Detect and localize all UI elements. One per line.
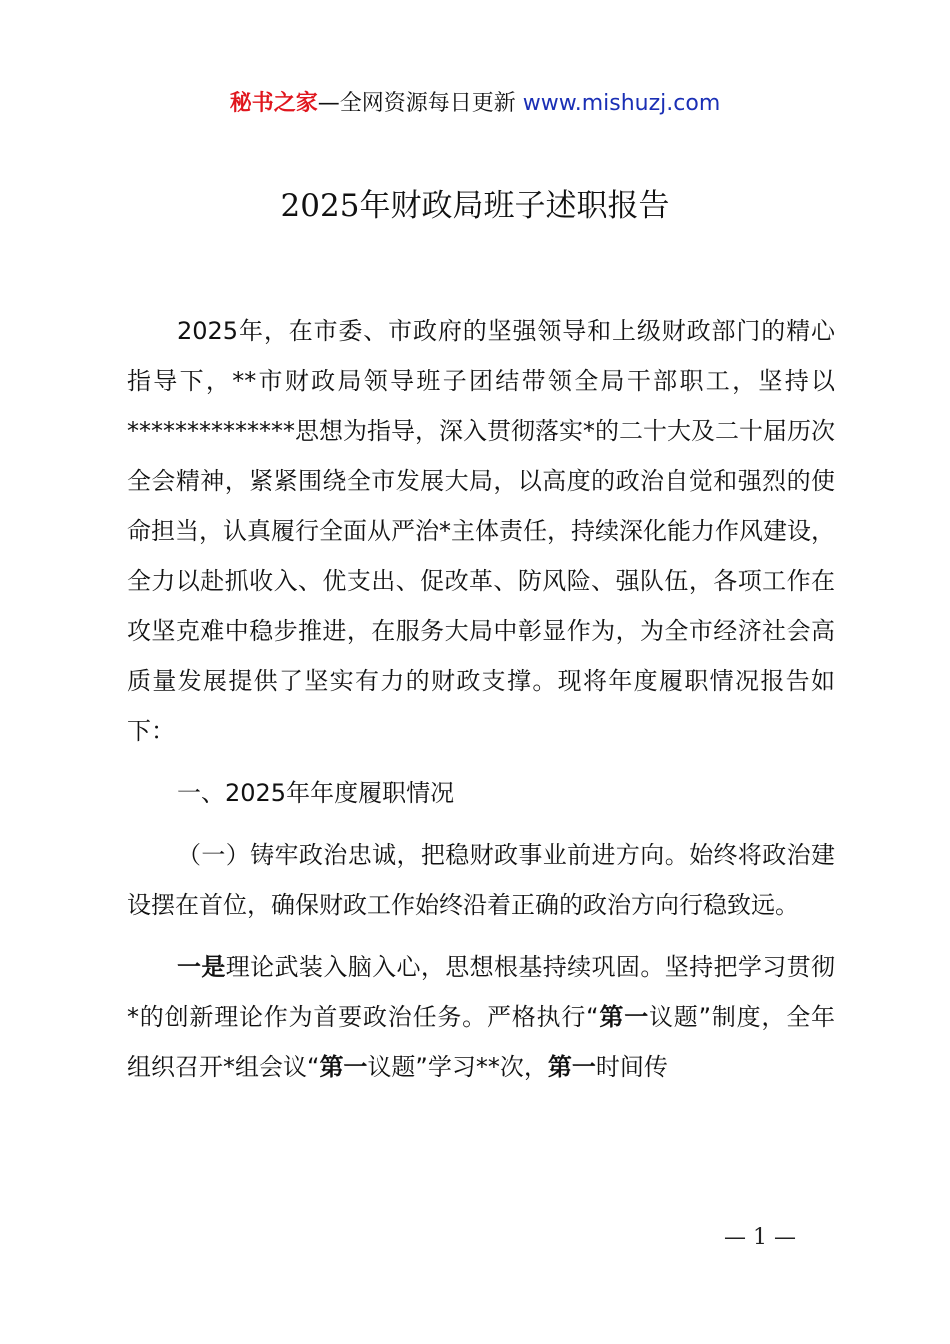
brand-tagline: —全网资源每日更新 — [317, 91, 516, 116]
page-number: — 1 — — [724, 1225, 796, 1250]
point-one-text-a: 理论武装入脑入心，思想根基持续巩固。坚持把学习贯彻*的创新理论作为首要政治任务。严格执行“ — [127, 953, 836, 1031]
point-one-bold-b: 第一 — [319, 1053, 368, 1081]
brand-name: 秘书之家 — [229, 91, 318, 116]
document-title: 2025年财政局班子述职报告 — [280, 188, 670, 224]
point-one-text-b: 议题”制度，全年组织召开*组会议“ — [127, 1003, 836, 1081]
point-one-text-d: 时间传 — [595, 1053, 668, 1081]
point-one-bold-a: 第一 — [598, 1003, 649, 1031]
point-one-bold-c: 第一 — [547, 1053, 596, 1081]
section-heading: 一、2025年年度履职情况 — [177, 779, 455, 807]
intro-paragraph: 2025年，在市委、市政府的坚强领导和上级财政部门的精心指导下，**市财政局领导班子团结带领全局干部职工，坚持以**************思想为指导，深入贯彻落实*的二十大及二十届历次全会精神，紧紧围绕全市发展大局，以高度的政治自觉和强烈的使命担当，认真履行全面从严治*主体责任，持续深化能力作风建设，全力以赴抓收入、优支出、促改革、防风险、强队伍，各项工作在攻坚克难中稳步推进，在服务大局中彰显作为，为全市经济社会高质量发展提供了坚实有力的财政支撑。现将年度履职情况报告如下： — [127, 317, 835, 745]
site-url: www.mishuzj.com — [522, 91, 721, 116]
document-body — [127, 306, 835, 1092]
point-one-lead: 一是 — [177, 953, 226, 981]
subsection-paragraph: （一）铸牢政治忠诚，把稳财政事业前进方向。始终将政治建设摆在首位，确保财政工作始终沿着正确的政治方向行稳致远。 — [127, 841, 835, 919]
point-one-paragraph — [127, 942, 835, 1092]
point-one-text-c: 议题”学习**次， — [367, 1053, 548, 1081]
site-watermark-header — [0, 88, 950, 120]
